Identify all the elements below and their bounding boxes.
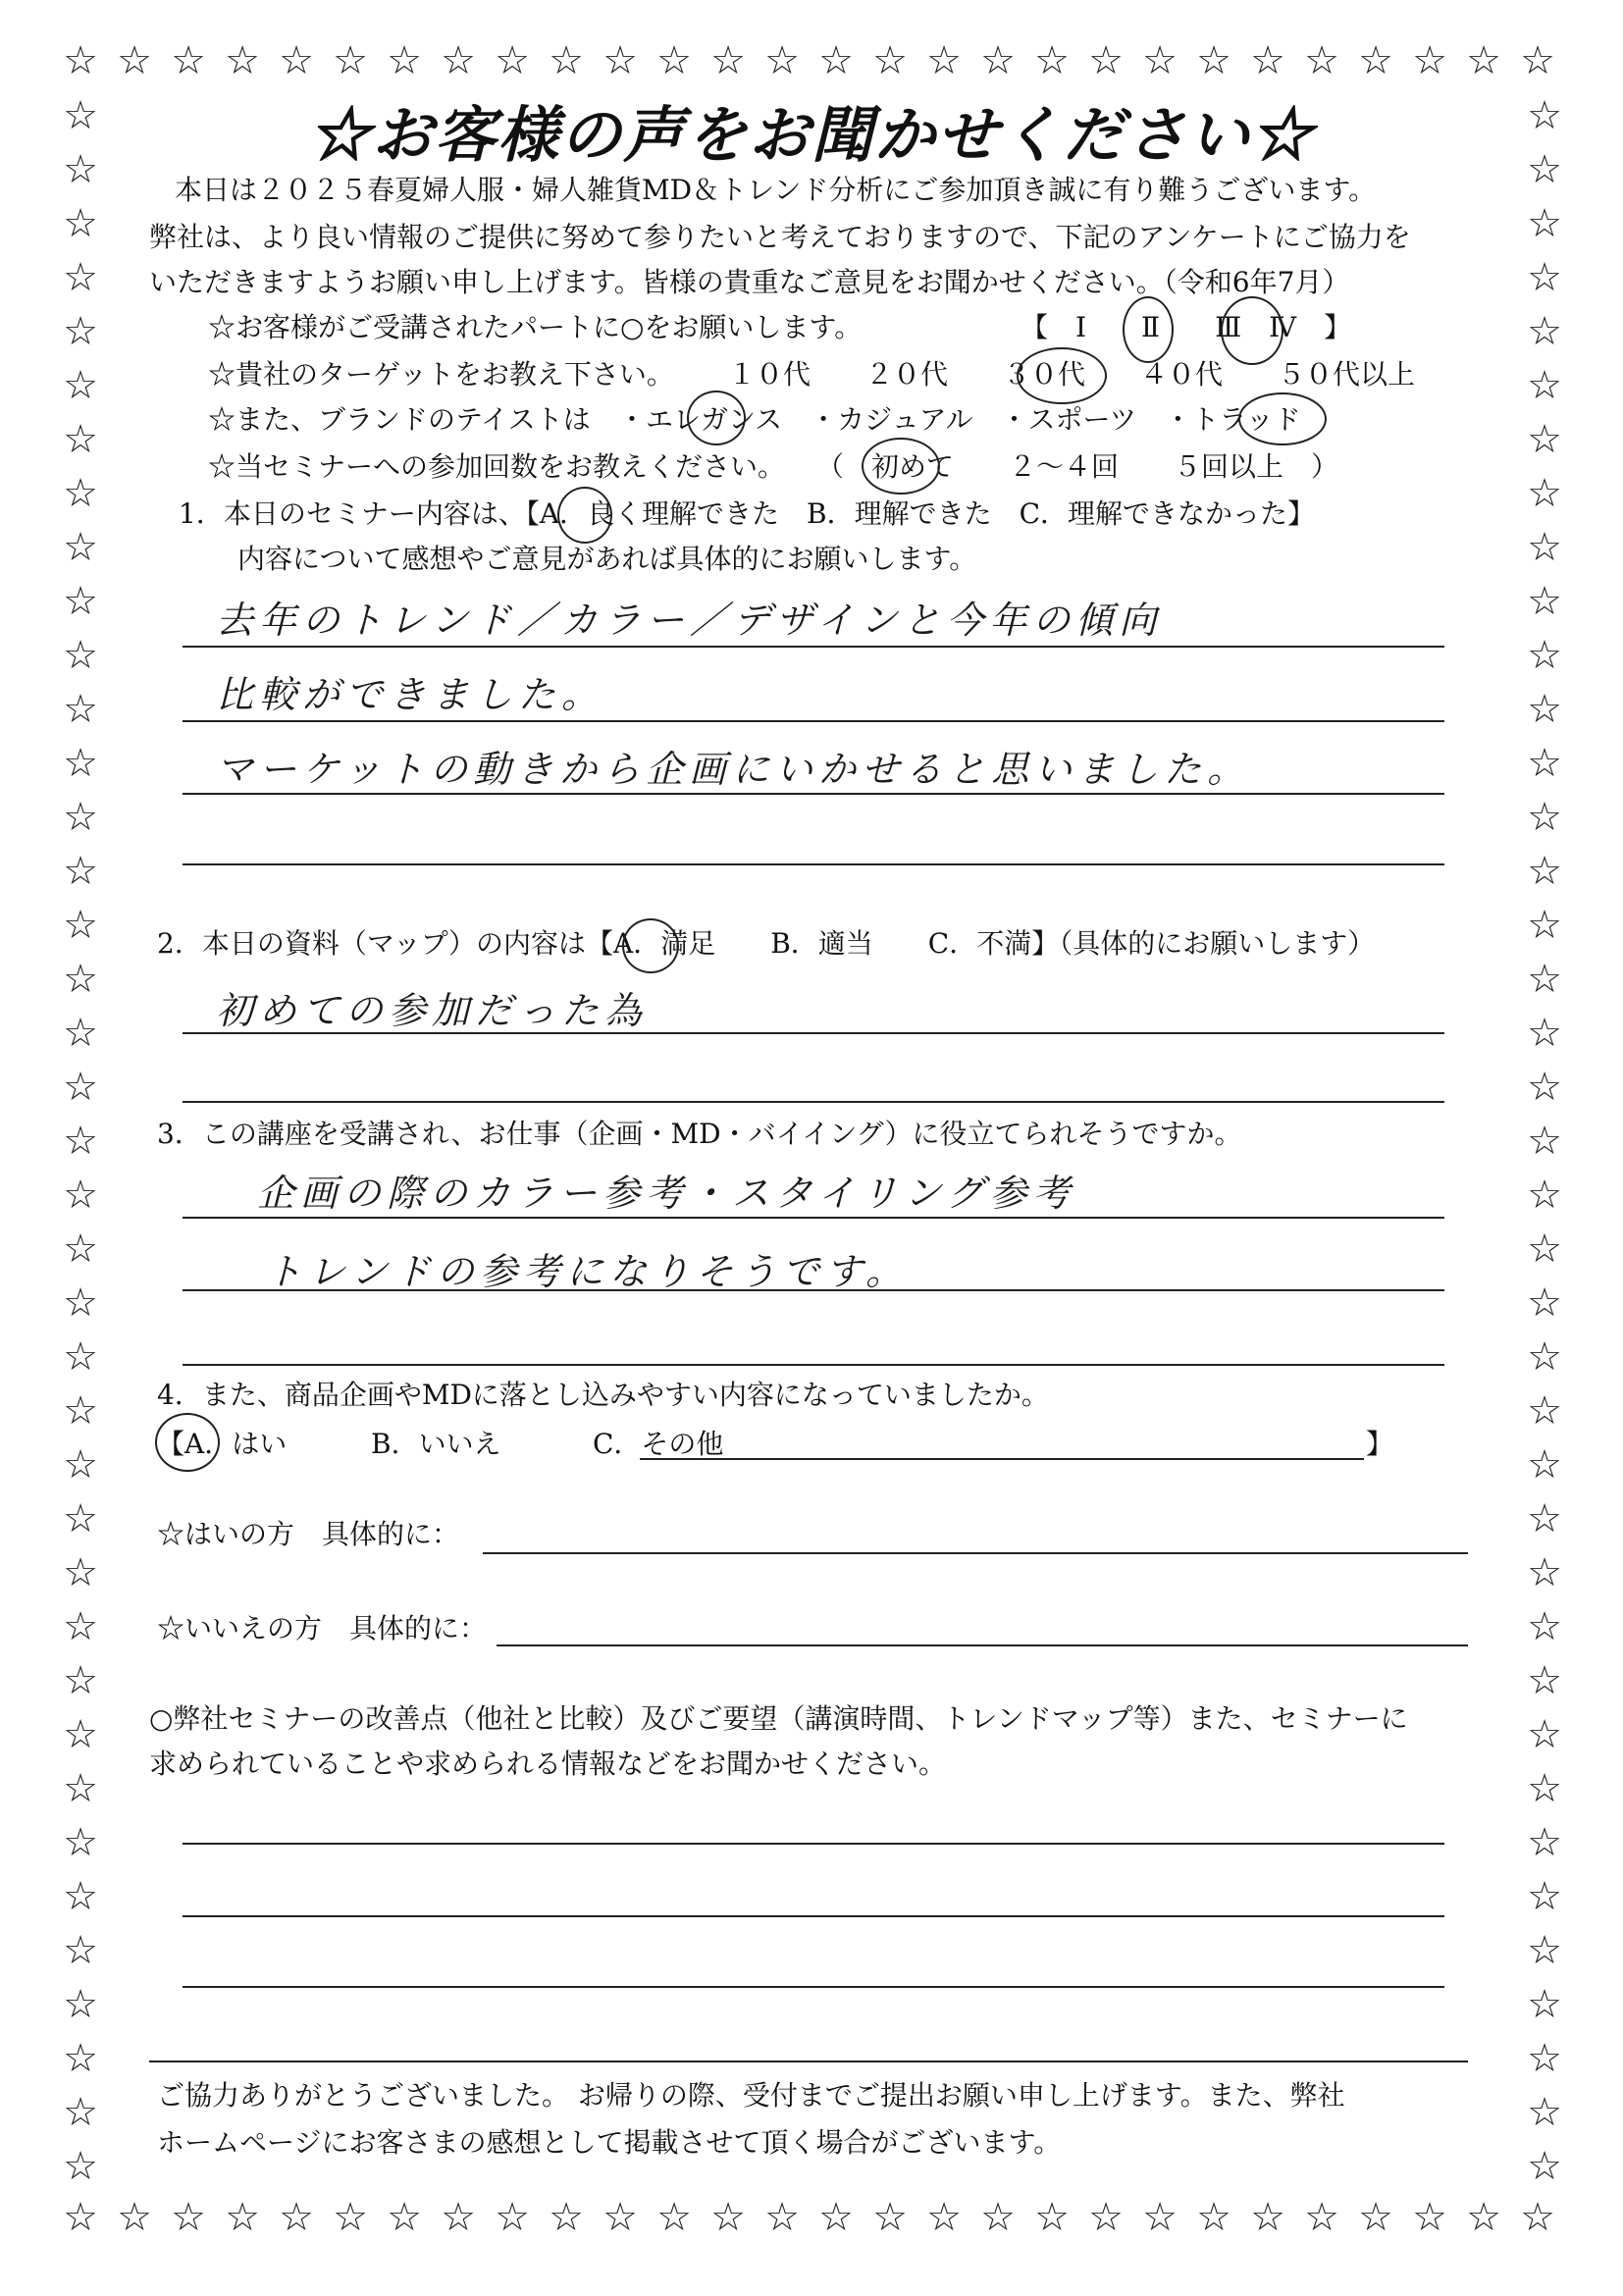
border-star-icon: ☆ [63,1712,98,1757]
border-star-icon: ☆ [63,1388,98,1434]
q3-line-3 [183,1364,1444,1366]
q3-text: 3．この講座を受講され、お仕事（企画・MD・バイイング）に役立てられそうですか。 [157,1118,1242,1150]
border-star-icon: ☆ [1527,1280,1562,1326]
parts-options: 【 Ⅰ Ⅱ Ⅲ Ⅳ 】 [1021,311,1352,343]
border-star-icon: ☆ [1527,417,1562,462]
border-star-icon: ☆ [1527,2036,1562,2081]
no-detail-label: ☆いいえの方 具体的に： [157,1612,488,1644]
taste-label: ☆また、ブランドのテイストは [208,403,591,436]
border-star-icon: ☆ [1250,38,1285,83]
border-star-icon: ☆ [1527,93,1562,138]
q3-answer-1: 企画の際のカラー参考・スタイリング参考 [257,1172,1076,1215]
border-star-icon: ☆ [1527,525,1562,570]
border-star-icon: ☆ [1527,1065,1562,1110]
border-star-icon: ☆ [1527,957,1562,1002]
border-star-icon: ☆ [63,1280,98,1326]
no-detail-line [497,1644,1468,1646]
border-star-icon: ☆ [1358,2195,1393,2240]
footer-line-1: ご協力ありがとうございました。 お帰りの際、受付までご提出お願い申し上げます。また、弊社 [157,2079,1345,2112]
border-star-icon: ☆ [225,2195,260,2240]
border-star-icon: ☆ [1527,1874,1562,1919]
border-star-icon: ☆ [63,741,98,786]
border-star-icon: ☆ [656,38,692,83]
q4-option-c: C．その他 [593,1428,724,1460]
border-star-icon: ☆ [333,2195,368,2240]
border-star-icon: ☆ [1527,903,1562,948]
border-star-icon: ☆ [1527,1011,1562,1056]
border-star-icon: ☆ [387,38,422,83]
q1-line-4 [183,863,1444,865]
q4-close: 】 [1366,1428,1394,1460]
border-star-icon: ☆ [710,2195,746,2240]
q3-line-2 [183,1289,1444,1291]
q1-circle-a [557,487,612,544]
border-star-icon: ☆ [1527,147,1562,192]
border-star-icon: ☆ [1088,38,1124,83]
border-star-icon: ☆ [63,1766,98,1811]
border-star-icon: ☆ [63,38,98,83]
border-star-icon: ☆ [495,2195,530,2240]
border-star-icon: ☆ [63,309,98,354]
border-star-icon: ☆ [1527,2090,1562,2135]
border-star-icon: ☆ [63,1119,98,1164]
border-star-icon: ☆ [1527,1982,1562,2027]
border-star-icon: ☆ [1527,1604,1562,1649]
border-star-icon: ☆ [980,2195,1016,2240]
parts-label: ☆お客様がご受講されたパートに○をお願いします。 [208,311,863,343]
border-star-icon: ☆ [1527,1658,1562,1703]
border-star-icon: ☆ [1527,1119,1562,1164]
q3-answer-2: トレンドの参考になりそうです。 [265,1250,910,1293]
page-title: ☆お客様の声をお聞かせください☆ [308,99,1314,171]
border-star-icon: ☆ [549,38,584,83]
target-options: １０代 ２０代 ３０代 ４０代 ５０代以上 [728,358,1416,391]
border-star-icon: ☆ [1304,2195,1339,2240]
q2-answer-1: 初めての参加だった為 [216,989,649,1032]
border-star-icon: ☆ [63,93,98,138]
border-star-icon: ☆ [225,38,260,83]
border-star-icon: ☆ [1527,1442,1562,1487]
border-star-icon: ☆ [1142,2195,1178,2240]
q2-line-2 [183,1101,1444,1103]
border-star-icon: ☆ [1412,2195,1447,2240]
border-star-icon: ☆ [926,38,962,83]
q4-option-b: B．いいえ [371,1428,501,1460]
improve-line-a [183,1843,1444,1845]
border-star-icon: ☆ [1520,2195,1555,2240]
border-star-icon: ☆ [63,1928,98,1973]
border-star-icon: ☆ [63,147,98,192]
border-star-icon: ☆ [441,2195,476,2240]
border-star-icon: ☆ [1520,38,1555,83]
taste-circle-trad [1238,392,1327,445]
border-star-icon: ☆ [63,795,98,840]
border-star-icon: ☆ [171,38,206,83]
border-star-icon: ☆ [441,38,476,83]
footer-divider [149,2061,1468,2062]
border-star-icon: ☆ [63,957,98,1002]
border-star-icon: ☆ [495,38,530,83]
border-star-icon: ☆ [63,633,98,678]
q4-circle-a [155,1413,220,1472]
border-star-icon: ☆ [63,1604,98,1649]
border-star-icon: ☆ [63,201,98,246]
border-star-icon: ☆ [63,1065,98,1110]
border-star-icon: ☆ [1527,1820,1562,1865]
border-star-icon: ☆ [1034,2195,1070,2240]
border-star-icon: ☆ [63,1173,98,1218]
border-star-icon: ☆ [1527,1334,1562,1380]
border-star-icon: ☆ [63,471,98,516]
border-star-icon: ☆ [63,1658,98,1703]
border-star-icon: ☆ [1527,1173,1562,1218]
footer-line-2: ホームページにお客さまの感想として掲載させて頂く場合がございます。 [157,2126,1062,2159]
border-star-icon: ☆ [63,1334,98,1380]
border-star-icon: ☆ [1412,38,1447,83]
border-star-icon: ☆ [1527,363,1562,408]
border-star-icon: ☆ [333,38,368,83]
border-star-icon: ☆ [63,1550,98,1595]
q1-answer-1: 去年のトレンド／カラー／デザインと今年の傾向 [216,599,1163,642]
border-star-icon: ☆ [63,1496,98,1541]
border-star-icon: ☆ [1527,633,1562,678]
border-star-icon: ☆ [1527,1226,1562,1272]
q2-circle-a [622,918,679,973]
border-star-icon: ☆ [1527,795,1562,840]
border-star-icon: ☆ [1034,38,1070,83]
q1-line-1 [183,646,1444,648]
border-star-icon: ☆ [1527,849,1562,894]
parts-circle-2 [1123,296,1174,363]
improve-line-c [183,1986,1444,1988]
border-star-icon: ☆ [387,2195,422,2240]
border-star-icon: ☆ [63,2036,98,2081]
border-star-icon: ☆ [1527,1388,1562,1434]
yes-detail-label: ☆はいの方 具体的に： [157,1518,460,1550]
border-star-icon: ☆ [764,2195,800,2240]
border-star-icon: ☆ [63,849,98,894]
taste-options: ・エレガンス ・カジュアル ・スポーツ ・トラッド [618,403,1301,436]
border-star-icon: ☆ [63,1442,98,1487]
border-star-icon: ☆ [1527,687,1562,732]
border-star-icon: ☆ [63,1874,98,1919]
q4-text: 4．また、商品企画やMDに落とし込みやすい内容になっていましたか。 [157,1379,1049,1411]
q1-text: 1．本日のセミナー内容は、【A．良く理解できた B．理解できた C．理解できなかった】 [179,497,1316,530]
border-star-icon: ☆ [1527,471,1562,516]
border-star-icon: ☆ [1466,2195,1501,2240]
border-star-icon: ☆ [63,1226,98,1272]
border-star-icon: ☆ [117,2195,152,2240]
border-star-icon: ☆ [1527,201,1562,246]
q4-other-line [640,1458,1364,1460]
border-star-icon: ☆ [63,255,98,300]
count-circle [862,438,940,495]
border-star-icon: ☆ [63,525,98,570]
border-star-icon: ☆ [602,38,638,83]
improve-line-b [183,1915,1444,1917]
border-star-icon: ☆ [63,363,98,408]
border-star-icon: ☆ [1527,1766,1562,1811]
parts-circle-3 [1221,296,1283,365]
target-label: ☆貴社のターゲットをお教え下さい。 [208,358,674,391]
border-star-icon: ☆ [1142,38,1178,83]
border-star-icon: ☆ [279,2195,314,2240]
border-star-icon: ☆ [1527,1496,1562,1541]
border-star-icon: ☆ [63,1011,98,1056]
q2-line-1 [183,1032,1444,1034]
intro-line-2: 弊社は、より良い情報のご提供に努めて参りたいと考えておりますので、下記のアンケートにご協力を [149,221,1411,253]
q1-line-2 [183,720,1444,722]
border-star-icon: ☆ [1527,1712,1562,1757]
improve-line-2: 求められていることや求められる情報などをお聞かせください。 [149,1748,947,1780]
border-star-icon: ☆ [1088,2195,1124,2240]
border-star-icon: ☆ [63,2144,98,2189]
border-star-icon: ☆ [1250,2195,1285,2240]
border-star-icon: ☆ [63,1982,98,2027]
q1-answer-2: 比較ができました。 [216,673,605,716]
border-star-icon: ☆ [1527,2144,1562,2189]
border-star-icon: ☆ [63,417,98,462]
border-star-icon: ☆ [63,579,98,624]
border-star-icon: ☆ [1304,38,1339,83]
intro-line-1: 本日は２０２５春夏婦人服・婦人雑貨MD＆トレンド分析にご参加頂き誠に有り難うございます。 [175,174,1377,206]
q1-sub: 内容について感想やご意見があれば具体的にお願いします。 [237,543,977,575]
border-star-icon: ☆ [1527,1550,1562,1595]
border-star-icon: ☆ [63,2195,98,2240]
border-star-icon: ☆ [1358,38,1393,83]
border-star-icon: ☆ [656,2195,692,2240]
border-star-icon: ☆ [1527,579,1562,624]
improve-line-1: ○弊社セミナーの改善点（他社と比較）及びご要望（講演時間、トレンドマップ等）また、セミナーに [149,1702,1408,1735]
border-star-icon: ☆ [63,1820,98,1865]
target-circle [1017,347,1107,404]
border-star-icon: ☆ [872,2195,908,2240]
border-star-icon: ☆ [602,2195,638,2240]
q2-text: 2．本日の資料（マップ）の内容は【A．満足 B．適当 C．不満】（具体的にお願いします） [157,927,1376,960]
count-options: （ 初めて ２～４回 ５回以上 ） [816,450,1339,483]
border-star-icon: ☆ [279,38,314,83]
border-star-icon: ☆ [117,38,152,83]
taste-circle-elegance [687,391,746,445]
border-star-icon: ☆ [1527,255,1562,300]
border-star-icon: ☆ [1527,1928,1562,1973]
border-star-icon: ☆ [710,38,746,83]
count-label: ☆当セミナーへの参加回数をお教えください。 [208,450,786,483]
border-star-icon: ☆ [171,2195,206,2240]
yes-detail-line [483,1552,1468,1554]
border-star-icon: ☆ [549,2195,584,2240]
border-star-icon: ☆ [764,38,800,83]
border-star-icon: ☆ [1527,309,1562,354]
border-star-icon: ☆ [1196,2195,1231,2240]
border-star-icon: ☆ [818,38,854,83]
border-star-icon: ☆ [818,2195,854,2240]
border-star-icon: ☆ [1527,741,1562,786]
border-star-icon: ☆ [63,687,98,732]
border-star-icon: ☆ [63,2090,98,2135]
border-star-icon: ☆ [980,38,1016,83]
border-star-icon: ☆ [1196,38,1231,83]
q3-line-1 [183,1217,1444,1219]
q4-option-a: 【A．はい [157,1428,288,1460]
border-star-icon: ☆ [872,38,908,83]
border-star-icon: ☆ [1466,38,1501,83]
border-star-icon: ☆ [926,2195,962,2240]
q1-line-3 [183,793,1444,795]
intro-line-3: いただきますようお願い申し上げます。皆様の貴重なご意見をお聞かせください。（令和6年7月） [149,266,1350,298]
q1-answer-3: マーケットの動きから企画にいかせると思いました。 [216,748,1251,791]
border-star-icon: ☆ [63,903,98,948]
